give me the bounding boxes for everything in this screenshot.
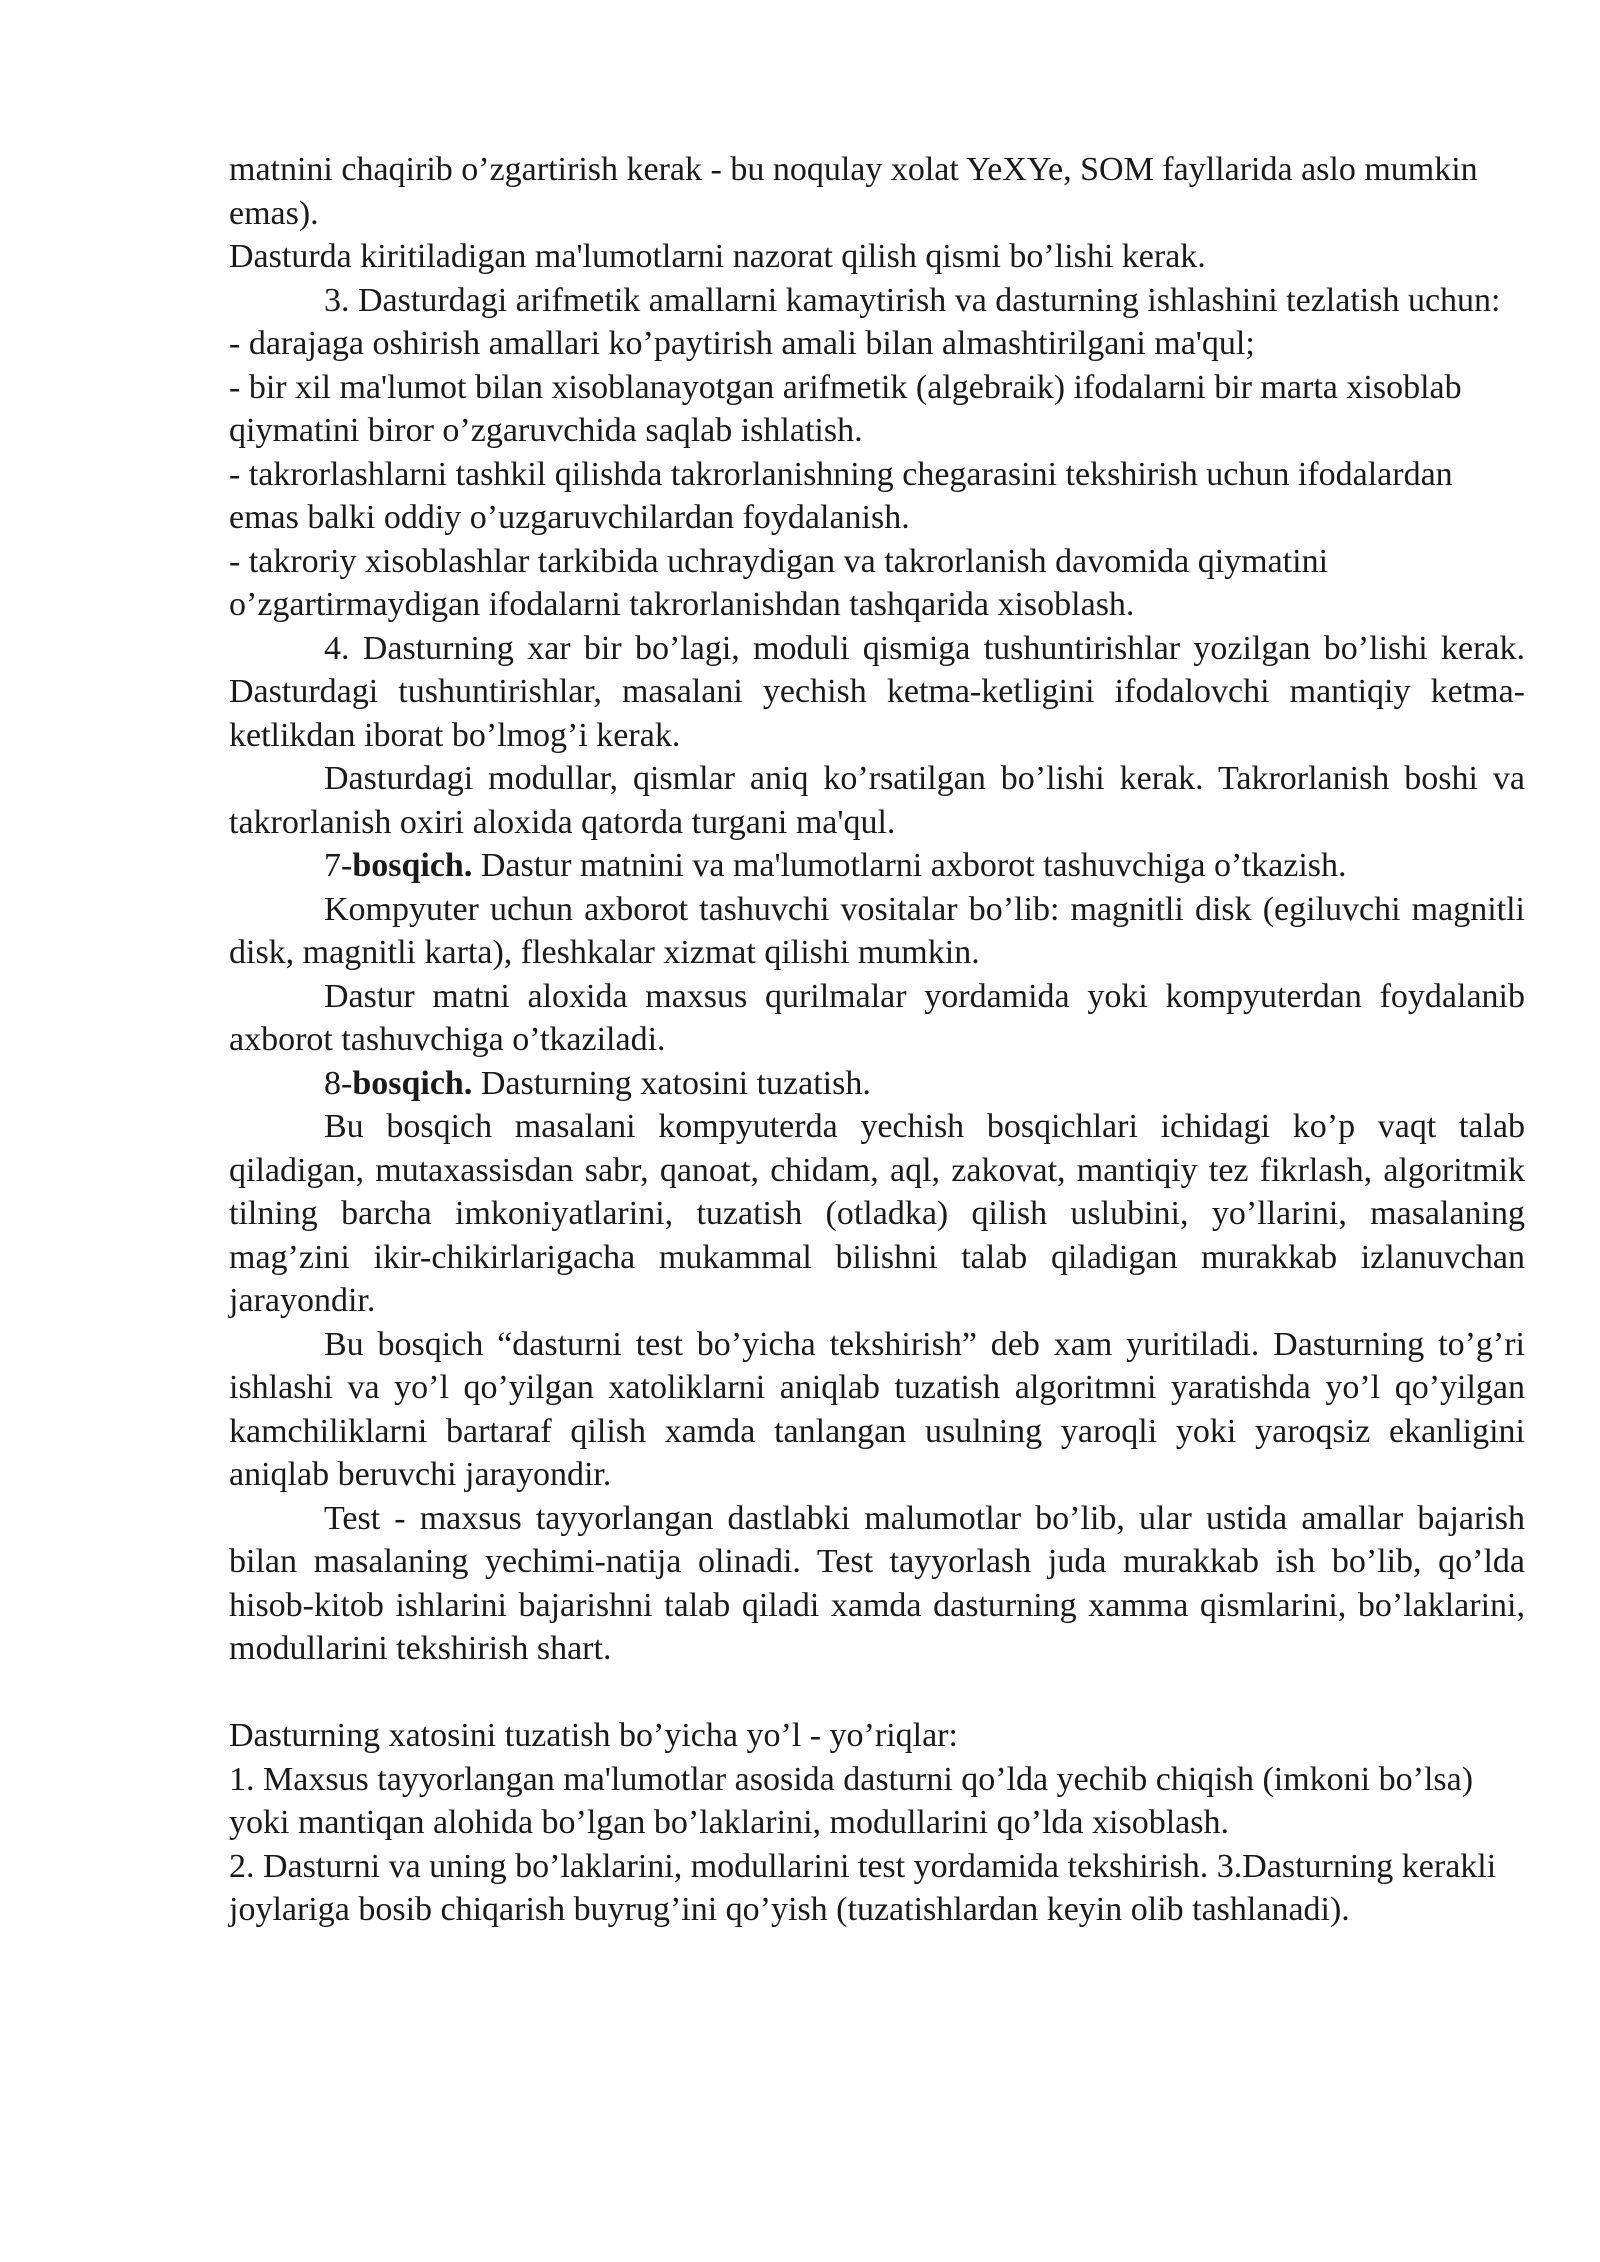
heading-stage-7 [229, 844, 1525, 888]
paragraph-modules: Dasturdagi modullar, qismlar aniq ko’rsatilgan bo’lishi kerak. Takrorlanish boshi va takrorlanish oxiri aloxida qatorda turgani ma'qul. [229, 760, 1525, 841]
paragraph-testing: Bu bosqich “dasturni test bo’yicha tekshirish” deb xam yuritiladi. Dasturning to’g’ri ishlashi va yo’l qo’yilgan xatoliklarni aniqlab tuzatish algoritmni yaratishda yo’l qo’yilgan kamchiliklarni bartaraf qilish xamda tanlangan usulning yaroqli yoki yaroqsiz ekanligini aniqlab beruvchi jarayondir. [229, 1325, 1525, 1493]
stage-8-title: Dasturning xatosini tuzatish. [472, 1064, 871, 1102]
list-item-guideline-2-3: 2. Dasturni va uning bo’laklarini, modullarini test yordamida tekshirish. 3.Dasturning kerakli joylariga bosib chiqarish buyrug’ini qo’yish (tuzatishlardan keyin olib tashlanadi). [229, 1847, 1497, 1928]
paragraph-test-definition: Test - maxsus tayyorlangan dastlabki malumotlar bo’lib, ular ustida amallar bajarish bilan masalaning yechimi-natija olinadi. Test tayyorlash juda murakkab ish bo’lib, qo’lda hisob-kitob ishlarini bajarishni talab qiladi xamda dasturning xamma qismlarini, bo’laklarini, modullarini tekshirish shart. [229, 1499, 1525, 1667]
paragraph-item-3: 3. Dasturdagi arifmetik amallarni kamaytirish va dasturning ishlashini tezlatish uchun: [324, 281, 1501, 319]
list-item-guideline-1: 1. Maxsus tayyorlangan ma'lumotlar asosida dasturni qo’lda yechib chiqish (imkoni bo’lsa) yoki mantiqan alohida bo’lgan bo’laklarini, modullarini qo’lda xisoblash. [229, 1760, 1474, 1841]
paragraph-spacer [229, 1671, 1525, 1715]
list-item-loop-invariant: - takroriy xisoblashlar tarkibida uchraydigan va takrorlanish davomida qiymatini o’zgartirmaydigan ifodalarni takrorlanishdan tashqarida xisoblash. [229, 542, 1329, 623]
list-item-loop-bound: - takrorlashlarni tashkil qilishda takrorlanishning chegarasini tekshirish uchun ifodalardan emas balki oddiy o’uzgaruvchilardan foydalanish. [229, 455, 1453, 536]
paragraph-continuation: matnini chaqirib o’zgartirish kerak - bu noqulay xolat YeXYe, SOM fayllarida aslo mumkin emas). [229, 151, 1478, 232]
list-item-power: - darajaga oshirish amallari ko’paytirish amali bilan almashtirilgani ma'qul; [229, 325, 1255, 362]
paragraph-storage-media: Kompyuter uchun axborot tashuvchi vositalar bo’lib: magnitli disk (egiluvchi magnitli disk, magnitli karta), fleshkalar xizmat qilishi mumkin. [229, 890, 1525, 971]
stage-7-title: Dastur matnini va ma'lumotlarni axborot tashuvchiga o’tkazish. [472, 847, 1347, 884]
heading-stage-8 [229, 1062, 1525, 1106]
paragraph-input-control: Dasturda kiritiladigan ma'lumotlarni nazorat qilish qismi bo’lishi kerak. [229, 238, 1206, 275]
list-item-reuse-expression: - bir xil ma'lumot bilan xisoblanayotgan arifmetik (algebraik) ifodalarni bir marta xisoblab qiymatini biror o’zgaruvchida saqlab ishlatish. [229, 368, 1462, 449]
stage-8-label: bosqich. [352, 1064, 473, 1102]
stage-8-number: 8- [324, 1064, 353, 1102]
paragraph-transfer: Dastur matni aloxida maxsus qurilmalar yordamida yoki kompyuterdan foydalanib axborot tashuvchiga o’tkaziladi. [229, 977, 1525, 1058]
heading-debug-guidelines: Dasturning xatosini tuzatish bo’yicha yo’l - yo’riqlar: [229, 1717, 958, 1754]
paragraph-item-4: 4. Dasturning xar bir bo’lagi, moduli qismiga tushuntirishlar yozilgan bo’lishi kerak. Dasturdagi tushuntirishlar, masalani yechish ketma-ketligini ifodalovchi mantiqiy ketma-ketlikdan iborat bo’lmog’i kerak. [229, 629, 1525, 754]
paragraph-debugging-stage: Bu bosqich masalani kompyuterda yechish bosqichlari ichidagi ko’p vaqt talab qiladigan, mutaxassisdan sabr, qanoat, chidam, aql, zakovat, mantiqiy tez fikrlash, algoritmik tilning barcha imkoniyatlarini, tuzatish (otladka) qilish uslubini, yo’llarini, masalaning mag’zini ikir-chikirlarigacha mukammal bilishni talab qiladigan murakkab izlanuvchan jarayondir. [229, 1108, 1525, 1319]
stage-7-label: bosqich. [352, 847, 473, 884]
stage-7-number: 7- [324, 847, 353, 884]
document-page [229, 148, 1525, 1932]
